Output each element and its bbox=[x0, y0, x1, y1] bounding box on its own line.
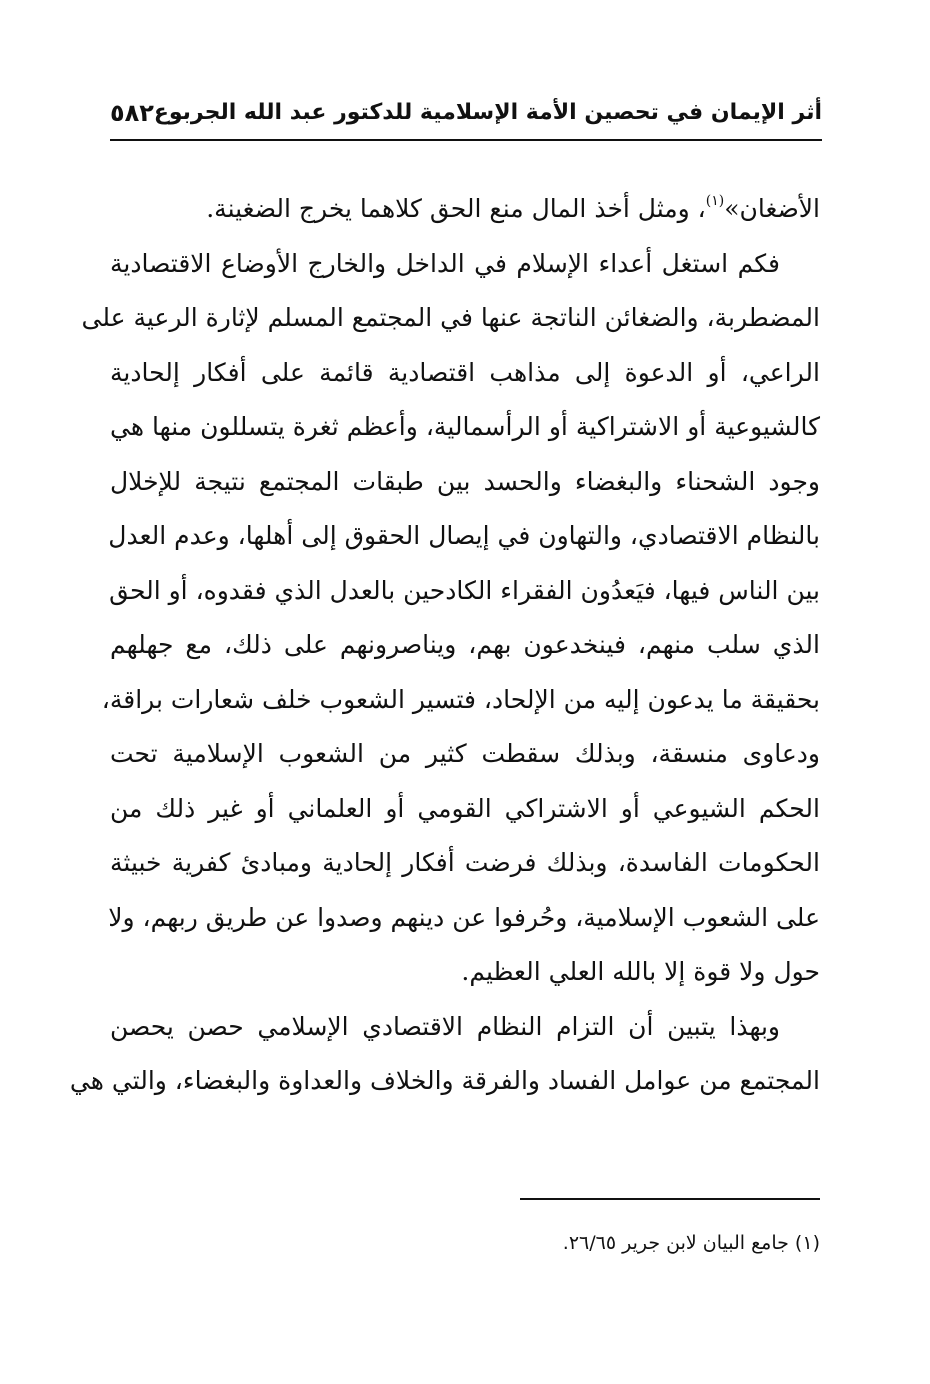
text-line: حول ولا قوة إلا بالله العلي العظيم. bbox=[461, 957, 820, 986]
header-divider bbox=[110, 139, 822, 141]
text-fragment: الأضغان» bbox=[724, 194, 820, 223]
text-line: الحكم الشيوعي أو الاشتراكي القومي أو العلماني أو غير ذلك من bbox=[110, 793, 820, 823]
text-line: وبهذا يتبين أن التزام النظام الاقتصادي الإسلامي حصن يحصن bbox=[110, 1011, 780, 1041]
footnote-reference: (١) bbox=[705, 193, 725, 209]
text-line: بين الناس فيها، فيَعدُون الفقراء الكادحين بالعدل الذي فقدوه، أو الحق bbox=[109, 575, 820, 605]
text-fragment: ، ومثل أخذ المال منع الحق كلاهما يخرج الضغينة. bbox=[206, 194, 706, 223]
text-line: المضطربة، والضغائن الناتجة عنها في المجتمع المسلم لإثارة الرعية على bbox=[81, 303, 820, 332]
text-line: وجود الشحناء والبغضاء والحسد بين طبقات المجتمع نتيجة للإخلال bbox=[110, 466, 820, 496]
text-line: كالشيوعية أو الاشتراكية أو الرأسمالية، وأعظم ثغرة يتسللون منها هي bbox=[110, 412, 820, 441]
text-line: بالنظام الاقتصادي، والتهاون في إيصال الحقوق إلى أهلها، وعدم العدل bbox=[108, 521, 820, 550]
footnote: (١) جامع البيان لابن جرير ٢٦/٦٥. bbox=[562, 1232, 820, 1254]
text-line: الحكومات الفاسدة، وبذلك فرضت أفكار إلحادية ومبادئ كفرية خبيثة bbox=[110, 848, 820, 877]
text-line: فكم استغل أعداء الإسلام في الداخل والخارج الأوضاع الاقتصادية bbox=[110, 248, 780, 278]
running-header bbox=[110, 92, 822, 136]
book-title: أثر الإيمان في تحصين الأمة الإسلامية للدكتور عبد الله الجربوع bbox=[153, 100, 822, 125]
text-line: على الشعوب الإسلامية، وحُرفوا عن دينهم وصدوا عن طريق ربهم، ولا bbox=[108, 902, 820, 932]
text-line bbox=[110, 182, 820, 237]
text-line: ودعاوى منسقة، وبذلك سقطت كثير من الشعوب الإسلامية تحت bbox=[110, 739, 820, 768]
text-line: بحقيقة ما يدعون إليه من الإلحاد، فتسير الشعوب خلف شعارات براقة، bbox=[101, 684, 820, 714]
main-text bbox=[69, 182, 821, 1109]
text-line: الذي سلب منهم، فينخدعون بهم، ويناصرونهم على ذلك، مع جهلهم bbox=[110, 630, 821, 659]
page-number: ٥٨٢ bbox=[110, 99, 154, 127]
text-line: الراعي، أو الدعوة إلى مذاهب اقتصادية قائمة على أفكار إلحادية bbox=[110, 357, 820, 387]
footnote-divider bbox=[520, 1198, 820, 1200]
text-line: المجتمع من عوامل الفساد والفرقة والخلاف والعداوة والبغضاء، والتي هي bbox=[69, 1066, 820, 1095]
